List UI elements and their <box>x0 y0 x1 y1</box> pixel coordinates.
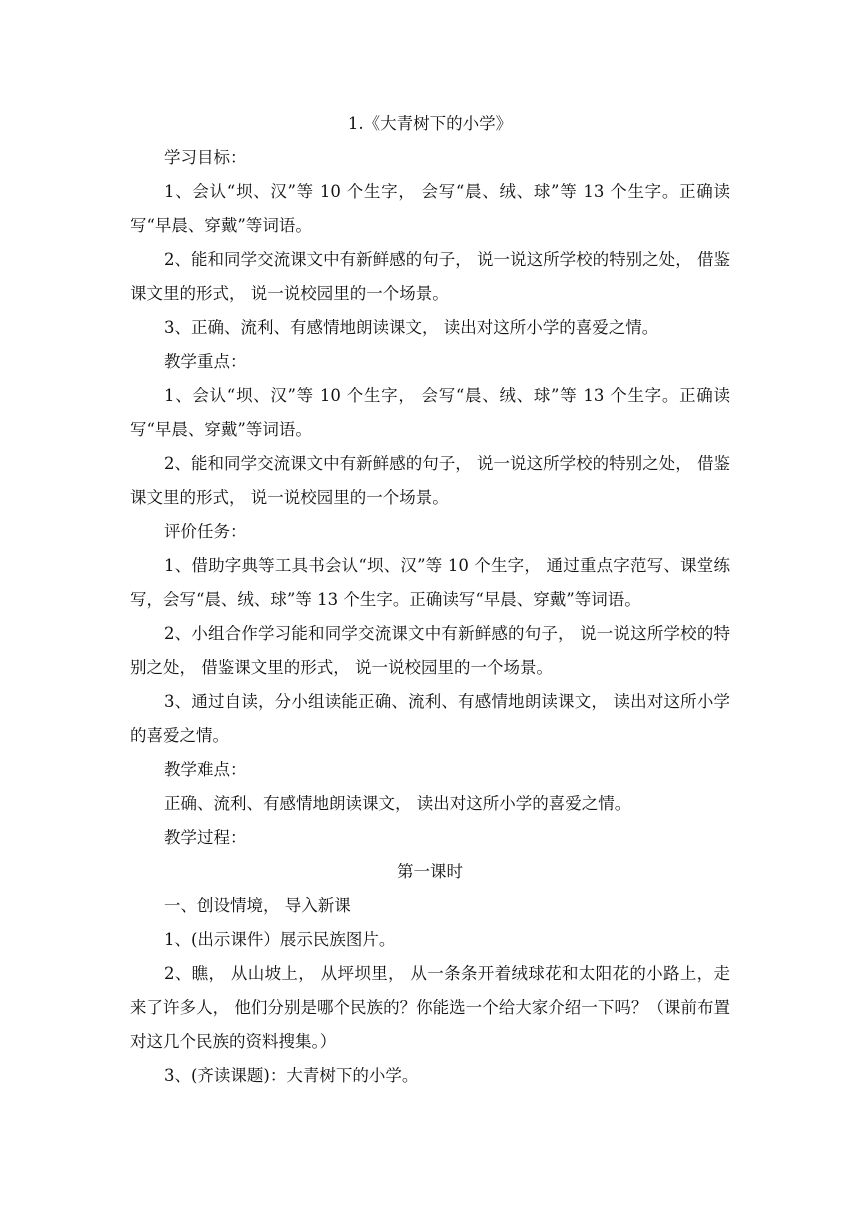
step-item-2: 2、瞧， 从山坡上， 从坪坝里， 从一条条开着绒球花和太阳花的小路上，走来了许多人， 他们分别是哪个民族的？你能选一个给大家介绍一下吗？（课前布置对这几个民族的资料搜集。） <box>130 964 730 1051</box>
key-point-item-1: 1、会认“坝、汉”等 10 个生字， 会写“晨、绒、球”等 13 个生字。正确读写“早晨、穿戴”等词语。 <box>130 386 730 439</box>
goal-item-2: 2、能和同学交流课文中有新鲜感的句子， 说一说这所学校的特别之处， 借鉴课文里的形式， 说一说校园里的一个场景。 <box>130 250 730 303</box>
lesson-label: 第一课时 <box>397 862 463 881</box>
document-title: 1.《大青树下的小学》 <box>347 114 513 133</box>
tasks-heading: 评价任务： <box>164 522 247 541</box>
task-item-3: 3、通过自读，分小组读能正确、流利、有感情地朗读课文， 读出对这所小学的喜爱之情。 <box>130 692 730 745</box>
step-item-3: 3、(齐读课题)：大青树下的小学。 <box>164 1066 419 1085</box>
key-point-item-2: 2、能和同学交流课文中有新鲜感的句子， 说一说这所学校的特别之处， 借鉴课文里的形式， 说一说校园里的一个场景。 <box>130 454 730 507</box>
goal-item-3: 3、正确、流利、有感情地朗读课文， 读出对这所小学的喜爱之情。 <box>164 318 659 337</box>
step1-heading: 一、创设情境， 导入新课 <box>164 896 351 915</box>
key-points-heading: 教学重点： <box>164 352 247 371</box>
task-item-1: 1、借助字典等工具书会认“坝、汉”等 10 个生字， 通过重点字范写、课堂练写，会写“晨、绒、球”等 13 个生字。正确读写“早晨、穿戴”等词语。 <box>130 556 730 609</box>
step-item-1: 1、(出示课件）展示民族图片。 <box>164 930 396 949</box>
difficulty-text: 正确、流利、有感情地朗读课文， 读出对这所小学的喜爱之情。 <box>164 794 632 813</box>
difficulty-heading: 教学难点： <box>164 760 247 779</box>
goal-item-1: 1、会认“坝、汉”等 10 个生字， 会写“晨、绒、球”等 13 个生字。正确读写“早晨、穿戴”等词语。 <box>130 182 730 235</box>
goals-heading: 学习目标： <box>164 148 247 167</box>
process-heading: 教学过程： <box>164 828 247 847</box>
document-body <box>130 107 730 1093</box>
task-item-2: 2、小组合作学习能和同学交流课文中有新鲜感的句子， 说一说这所学校的特别之处， 借鉴课文里的形式， 说一说校园里的一个场景。 <box>130 624 730 677</box>
